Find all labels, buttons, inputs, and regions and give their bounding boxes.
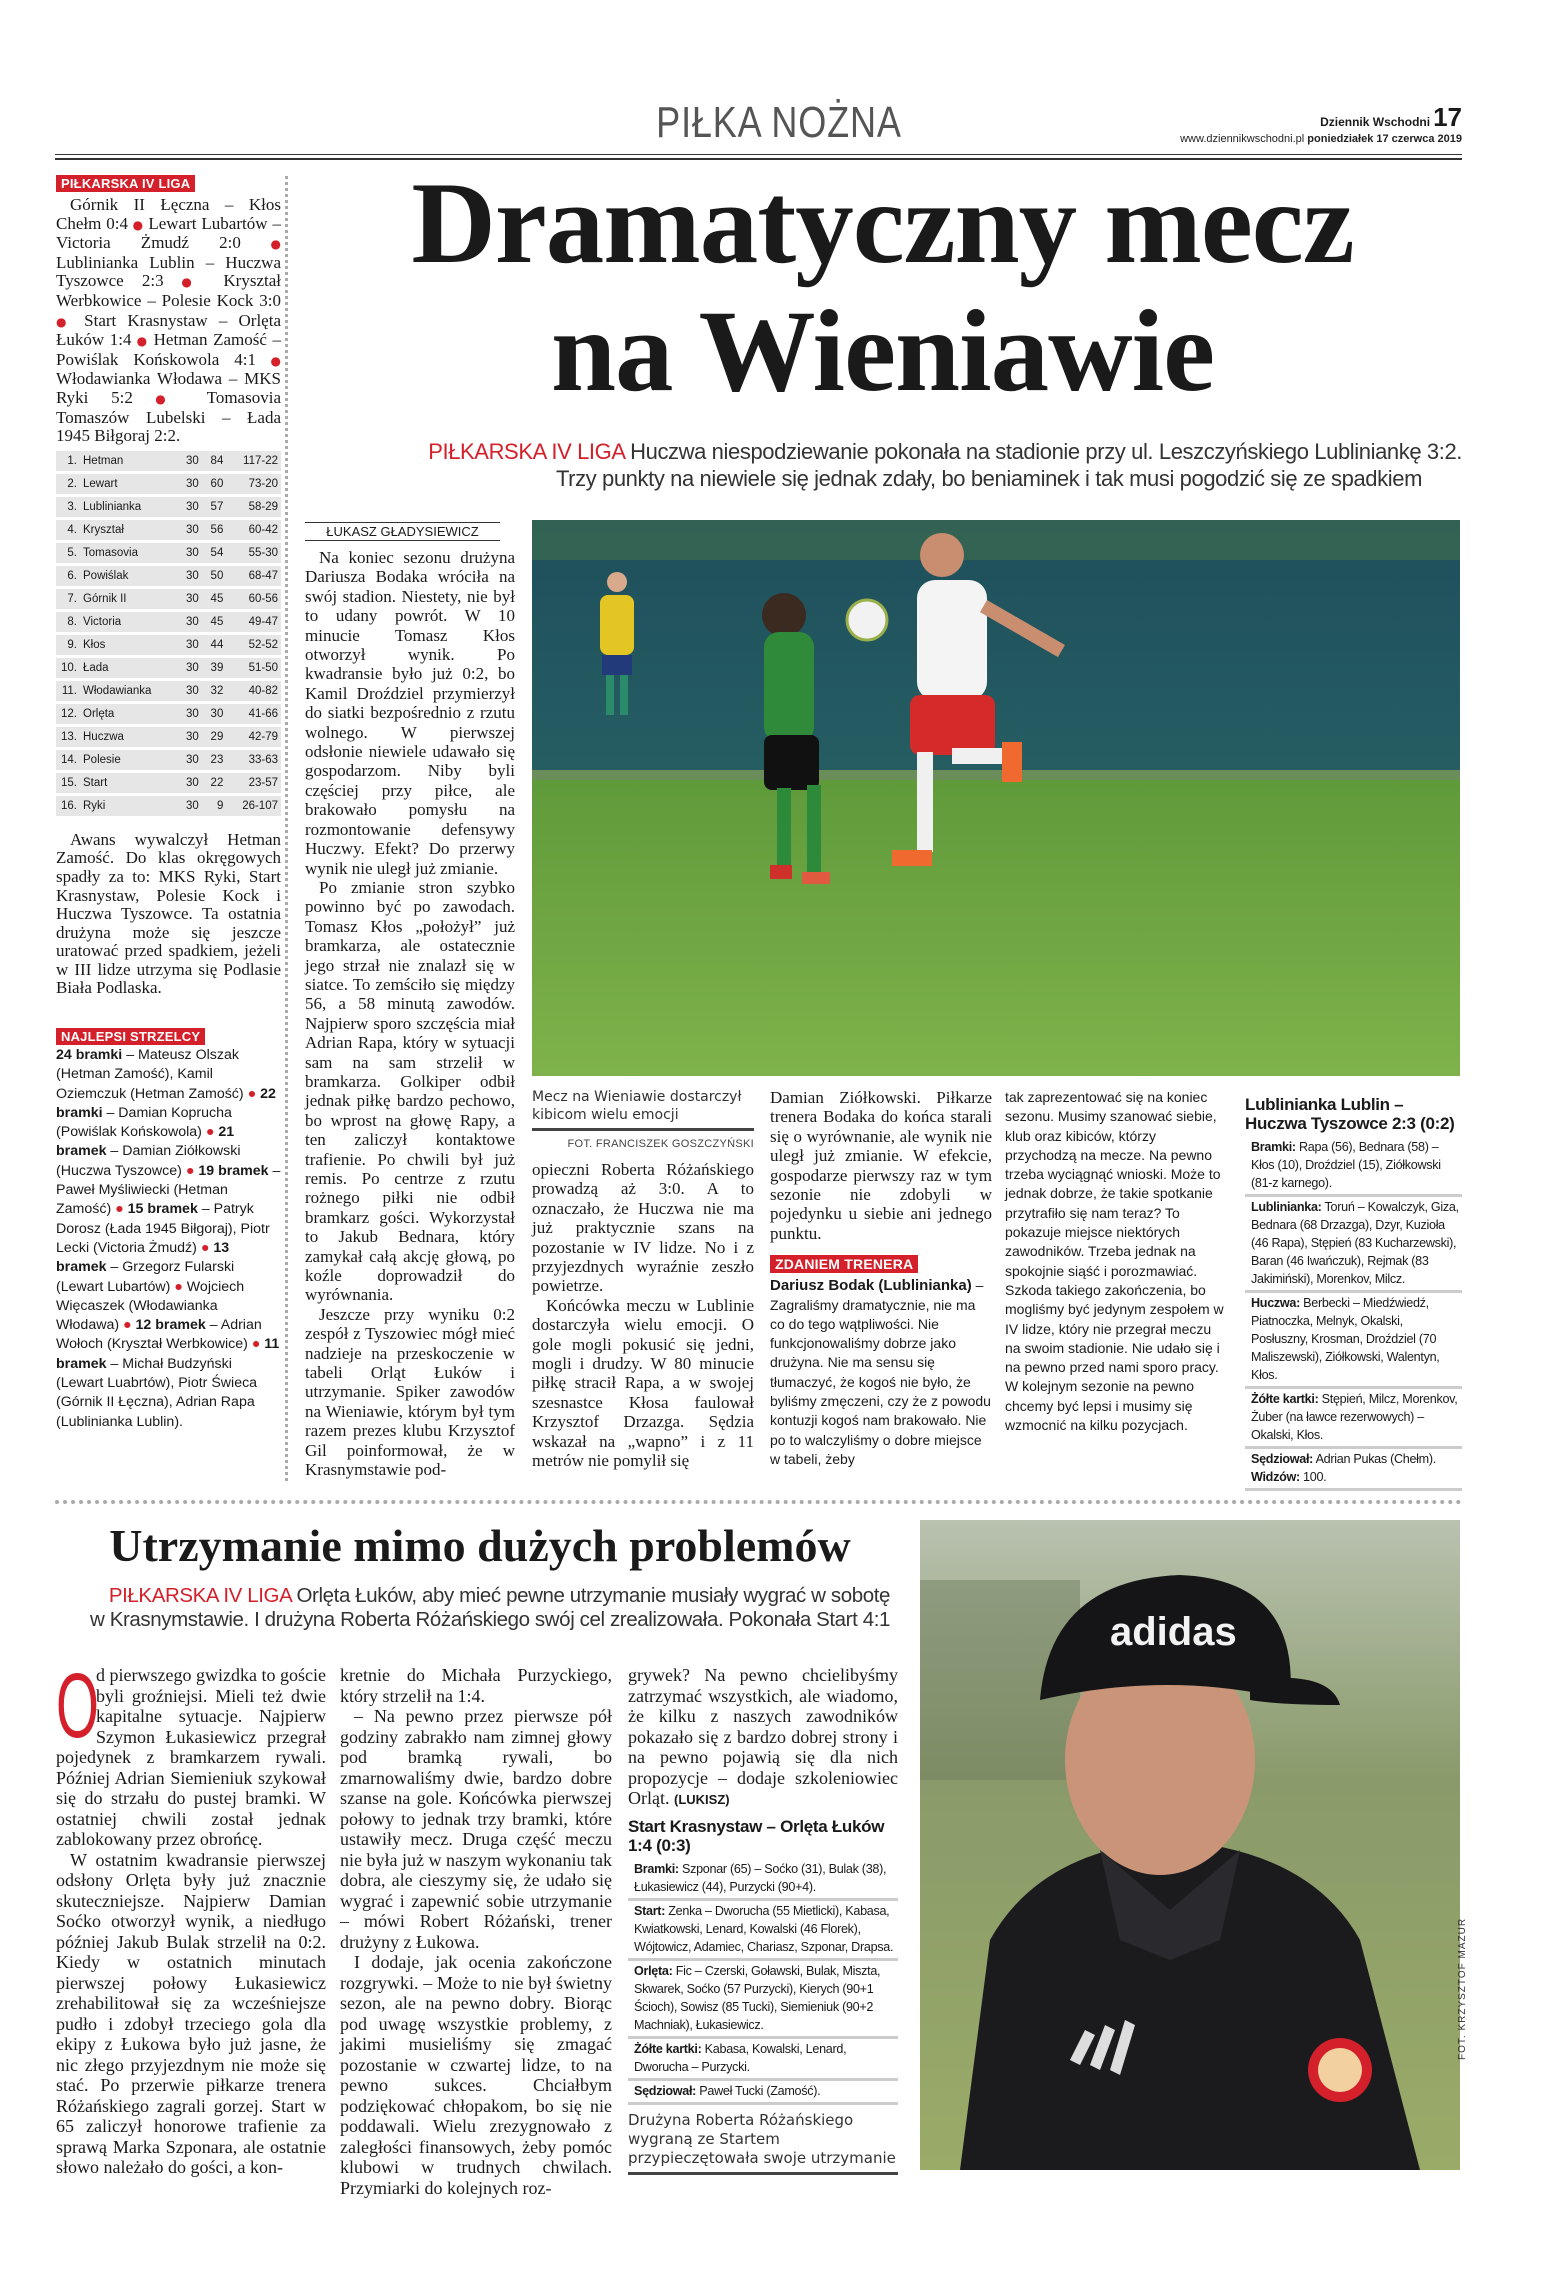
paper-name: Dziennik Wschodni <box>1320 115 1431 129</box>
cell-pos: 7. <box>56 589 80 609</box>
detail-text: Paweł Tucki (Zamość). <box>696 2083 821 2098</box>
table-row <box>56 681 281 701</box>
cell-points: 50 <box>202 566 227 586</box>
scorer-names: – Adrian Wołoch (Kryształ Werbkowice) <box>56 1317 262 1353</box>
table-row <box>56 635 281 655</box>
paragraph: Na koniec sezonu drużyna Dariusza Bodaka wróciła na swój stadion. Niestety, nie był to udany powrót. W 10 minucie Tomasz Kłos otworzył wynik. Po kwadransie było już 0:2, bo Kamil Droździel przymierzył do siatki bezpośrednio z rzutu wolnego. W pierwszej odsłonie niewiele udawało się gospodarzom. Niby byli częściej przy piłce, ale brakowało pomysłu na rozmontowanie defensywy Huczwy. Efekt? Do przerwy wynik nie uległ już zmianie. <box>305 548 515 878</box>
table-row <box>56 497 281 517</box>
coach-label: ZDANIEM TRENERA <box>770 1255 918 1273</box>
detail-text: Rapa (56), Bednara (58) – Kłos (10), Droździel (15), Ziółkowski (81-z karnego). <box>1251 1140 1441 1190</box>
cell-points: 44 <box>202 635 227 655</box>
lead-line-1: Orlęta Łuków, aby mieć pewne utrzymanie musiały wygrać w sobotę <box>296 1584 890 1607</box>
match-result: Górnik II Łęczna – Kłos Chełm 0:4 <box>56 195 281 233</box>
cell-pos: 16. <box>56 796 80 816</box>
ball <box>847 600 887 640</box>
cell-pos: 15. <box>56 773 80 793</box>
lead-kicker: PIŁKARSKA IV LIGA <box>108 1584 292 1607</box>
bullet-icon: ● <box>163 275 224 290</box>
cell-pos: 5. <box>56 543 80 563</box>
article-column-3 <box>770 1088 992 1478</box>
match-detail <box>1245 1293 1462 1389</box>
detail-label: Żółte kartki: <box>1251 1392 1319 1406</box>
cell-pos: 4. <box>56 520 80 540</box>
second-column-1 <box>56 1655 326 2177</box>
cell-pos: 13. <box>56 727 80 747</box>
cell-team: Kryształ <box>80 520 177 540</box>
cell-team: Łada <box>80 658 177 678</box>
bullet-icon: ● <box>247 1336 265 1353</box>
match-detail <box>628 1961 898 2039</box>
paragraph <box>628 1665 898 1811</box>
football-players-photo <box>532 520 1460 1076</box>
match-detail <box>1245 1137 1462 1197</box>
detail-text: 100. <box>1299 1470 1327 1484</box>
cell-team: Kłos <box>80 635 177 655</box>
column-divider <box>285 176 288 1481</box>
match-result: Lewart Lubartów – Victoria Żmudź 2:0 <box>56 213 281 253</box>
cell-points: 45 <box>202 589 227 609</box>
paragraph <box>56 1655 326 1850</box>
cell-games: 30 <box>177 658 202 678</box>
cell-team: Górnik II <box>80 589 177 609</box>
match-detail <box>628 1901 898 1961</box>
cell-games: 30 <box>177 543 202 563</box>
cell-pos: 10. <box>56 658 80 678</box>
detail-label: Widzów: <box>1251 1470 1300 1484</box>
cell-points: 22 <box>202 773 227 793</box>
page-number: 17 <box>1433 102 1462 132</box>
second-column-2 <box>340 1665 612 2198</box>
cell-goals: 117-22 <box>226 451 281 471</box>
cell-pos: 14. <box>56 750 80 770</box>
cell-goals: 58-29 <box>226 497 281 517</box>
cell-team: Włodawianka <box>80 681 177 701</box>
scorer-names: – Patryk Dorosz (Łada 1945 Biłgoraj), Piotr Lecki (Victoria Żmudź) <box>56 1201 270 1256</box>
coach-portrait <box>920 1520 1460 2170</box>
detail-text: Stępień, Milcz, Morenkov, Żuber (na ławce rezerwowych) – Okalski, Kłos. <box>1251 1392 1458 1442</box>
second-headline: Utrzymanie mimo dużych problemów <box>109 1520 851 1571</box>
cell-points: 29 <box>202 727 227 747</box>
cell-points: 56 <box>202 520 227 540</box>
cell-pos: 8. <box>56 612 80 632</box>
detail-label: Bramki: <box>634 1861 679 1876</box>
masthead <box>1180 102 1462 145</box>
cell-goals: 42-79 <box>226 727 281 747</box>
table-row <box>56 589 281 609</box>
coach-quote-continued: tak zaprezentować się na koniec sezonu. Musimy szanować siebie, klub oraz kibiców, którzy przychodzą na mecze. Na pewno trzeba wyciągnąć wnioski. Może to jednak dobrze, że takie spotkanie przytrafiło się nam teraz? To pokazuje miejsce niektórych zawodników. Trzeba jednak na spokojnie siąść i porozmawiać. Szkoda takiego zakończenia, bo mogliśmy być jedynym zespołem w IV lidze, który nie przegrał meczu na swoim stadionie. Nie udało się i na pewno przed nami sporo pracy. W kolejnym sezonie na pewno chcemy być lepsi i musimy się wzmocnić na kilku pozycjach. <box>1005 1089 1224 1434</box>
match-title: Start Krasnystaw – Orlęta Łuków 1:4 (0:3) <box>628 1816 885 1855</box>
match-detail <box>628 1859 898 1901</box>
league-label: PIŁKARSKA IV LIGA <box>56 175 195 192</box>
scorer-names: – Michał Budzyński (Lewart Luabrtów), Piotr Świeca (Górnik II Łęczna), Adrian Rapa (Lublinianka Lublin). <box>56 1355 258 1430</box>
match-detail <box>628 2039 898 2081</box>
detail-label: Bramki: <box>1251 1140 1296 1154</box>
scorer-names: – Mateusz Olszak (Hetman Zamość), Kamil Oziemczuk (Hetman Zamość) <box>56 1047 244 1102</box>
paragraph: – Na pewno przez pierwsze pół godziny zabrakło nam zimnej głowy pod bramką rywali, bo zmarnowaliśmy dwie, bardzo dobre szanse na gole. Końcówka pierwszej połowy to jednak trzy bramki, które ustawiły mecz. Druga część meczu nie była już w naszym wykonaniu tak dobra, ale cieszymy się, że udało się wygrać i zapewnić sobie utrzymanie – mówi Robert Różański, trener drużyny z Łukowa. <box>340 1706 612 1952</box>
cell-pos: 12. <box>56 704 80 724</box>
table-row <box>56 520 281 540</box>
cell-points: 84 <box>202 451 227 471</box>
cell-team: Ryki <box>80 796 177 816</box>
second-column-3 <box>628 1665 898 2175</box>
cell-games: 30 <box>177 635 202 655</box>
bullet-icon: ● <box>196 1239 214 1256</box>
goal-count: 11 bramek <box>56 1336 280 1372</box>
top-scorers <box>56 1028 281 1432</box>
scorer-names: – Paweł Myśliwiecki (Hetman Zamość) <box>56 1162 281 1218</box>
goal-count: 19 bramek <box>198 1162 269 1179</box>
paragraph: Po zmianie stron szybko powinno być po zawodach. Tomasz Kłos „położył” już bramkarza, ale ostatecznie jego strzał nie znalazł się w siatce. To zemściło się między 56, a 58 minutą zawodów. Najpierw sporo szczęścia miał Adrian Rapa, który w sytuacji sam na sam strzelił w bramkarza. Golkiper odbił jednak piłkę bardzo pechowo, bo wprost na głowę Rapy, a ten zaliczył kontaktowe trafienie. Po chwili był już remis. Po centrze z rzutu rożnego piłki nie odbił bramkarz gości. Wykorzystał to Jakub Bednara, który zamykał całą akcję głową, po koźle doprowadził do wyrównania. <box>305 877 515 1305</box>
scorer-names: Wojciech Więcaszek (Włodawianka Włodawa) <box>56 1278 245 1334</box>
cell-team: Lewart <box>80 474 177 494</box>
section-divider <box>55 1500 1462 1504</box>
photo-credit: FOT. FRANCISZEK GOSZCZYŃSKI <box>567 1138 754 1150</box>
cell-games: 30 <box>177 474 202 494</box>
cell-games: 30 <box>177 773 202 793</box>
lead-line-2: Trzy punkty na niewiele się jednak zdały, bo beniaminek i tak musi pogodzić się ze spadkiem <box>555 466 1422 491</box>
main-headline <box>300 160 1465 416</box>
bullet-icon: ● <box>128 217 149 232</box>
paragraph: Końcówka meczu w Lublinie dostarczyła wielu emocji. O gole mogli pokusić się jedni, mogli i drudzy. W 80 minucie piłkę stracił Rapa, a w swojej szesnastce Kłosa faulował Krzysztof Drzazga. Sędzia wskazał na „wapno” i z 11 metrów nie pomylił się <box>532 1295 754 1471</box>
cell-goals: 52-52 <box>226 635 281 655</box>
table-row <box>56 451 281 471</box>
table-row <box>56 773 281 793</box>
cap-logo: adidas <box>1110 1610 1237 1654</box>
cell-points: 57 <box>202 497 227 517</box>
cell-games: 30 <box>177 704 202 724</box>
cell-goals: 51-50 <box>226 658 281 678</box>
goal-count: 24 bramki <box>56 1047 123 1063</box>
bullet-icon: ● <box>111 1201 128 1218</box>
detail-text: Zenka – Dworucha (55 Mietlicki), Kabasa, Kwiatkowski, Lenard, Kowalski (46 Florek), Wójtowicz, Adamiec, Chariasz, Szponar, Drapsa. <box>634 1903 894 1954</box>
lead-line-1: Huczwa niespodziewanie pokonała na stadionie przy ul. Leszczyńskiego Lubliniankę 3:2. <box>630 439 1462 464</box>
goal-count: 12 bramek <box>135 1317 206 1334</box>
bullet-icon: ● <box>132 391 207 406</box>
match-report-box <box>1245 1095 1462 1491</box>
match-result: Start Krasnystaw – Orlęta Łuków 1:4 <box>56 310 281 350</box>
table-row <box>56 704 281 724</box>
detail-label: Sędziował: <box>634 2083 697 2098</box>
cell-goals: 23-57 <box>226 773 281 793</box>
goal-count: 21 bramek <box>56 1124 235 1160</box>
drop-cap: O <box>56 1655 99 1757</box>
website-link[interactable]: www.dziennikwschodni.pl <box>1180 133 1305 145</box>
cell-goals: 49-47 <box>226 612 281 632</box>
match-title: Lublinianka Lublin – Huczwa Tyszowce 2:3 (0:2) <box>1245 1095 1455 1133</box>
scorer-names: – Damian Koprucha (Powiślak Końskowola) <box>56 1104 232 1141</box>
detail-text: Adrian Pukas (Chełm). <box>1313 1452 1436 1466</box>
detail-label: Sędziował: <box>1251 1452 1314 1466</box>
cell-goals: 60-42 <box>226 520 281 540</box>
match-detail <box>1245 1389 1462 1449</box>
table-row <box>56 658 281 678</box>
cell-team: Hetman <box>80 451 177 471</box>
detail-text: Fic – Czerski, Goławski, Bulak, Miszta, Skwarek, Soćko (57 Purzycki), Kierych (90+1 Ścioch), Sowisz (85 Tucki), Siemieniuk (90+2 Machniak), Łukasiewicz. <box>634 1963 881 2032</box>
lead-line-2: w Krasnymstawie. I drużyna Roberta Różańskiego swój cel zrealizowała. Pokonała Start 4:1 <box>90 1608 890 1631</box>
paragraph: W ostatnim kwadransie pierwszej odsłony Orlęta były już znacznie skuteczniejsze. Najpierw Damian Soćko otworzył wynik, a niedługo później Jakub Bulak strzelił na 0:2. Kiedy w ostatnich minutach pierwszej połowy Łukasiewicz zrehabilitował się za wcześniejsze pudło i zdobył trzeciego gola dla ekipy z Łukowa było już jasne, że nic złego przyjezdnym nie może się stać. Po przerwie piłkarze trenera Różańskiego zagrali gorzej. Start w 65 zaliczył honorowe trafienie za sprawą Marka Szponara, ale ostatnie słowo należało do gości, a kon- <box>56 1849 326 2177</box>
bullet-icon: ● <box>255 353 281 368</box>
scorers-label: NAJLEPSI STRZELCY <box>56 1028 205 1045</box>
cell-goals: 73-20 <box>226 474 281 494</box>
cell-points: 45 <box>202 612 227 632</box>
cell-goals: 41-66 <box>226 704 281 724</box>
detail-text: Toruń – Kowalczyk, Giza, Bednara (68 Drzazga), Dzyr, Kuzioła (46 Rapa), Stępień (83 Kucharzewski), Baran (46 Iwańczuk), Rejmak (83 Jakimiński), Morenkov, Milcz. <box>1251 1200 1459 1286</box>
results-list <box>56 196 281 446</box>
bullet-icon: ● <box>170 1278 187 1295</box>
cell-goals: 55-30 <box>226 543 281 563</box>
cell-team: Tomasovia <box>80 543 177 563</box>
match-detail <box>628 2081 898 2105</box>
bullet-icon: ● <box>243 1085 261 1102</box>
coach-photo <box>920 1520 1460 2170</box>
coach-name: Dariusz Bodak (Lublinianka) <box>770 1277 972 1295</box>
section-title: PIŁKA NOŻNA <box>656 98 902 147</box>
detail-text: Berbecki – Miedźwiedź, Piatnoczka, Melnyk, Okalski, Posłuszny, Krosman, Droździel (70 Maliszewski), Ziółkowski, Walentyn, Kłos. <box>1251 1296 1440 1382</box>
match-result: Tomasovia Tomaszów Lubelski – Łada 1945 Biłgoraj 2:2. <box>56 387 281 446</box>
standings-table <box>56 448 281 819</box>
paragraph: Damian Ziółkowski. Piłkarze trenera Bodaka do końca starali się o wyrównanie, ale wynik nie uległ już zmianie. W efekcie, gospodarze pierwszy raz w tym sezonie nie zdobyli w pojedynku u siebie ani jednego punktu. <box>770 1088 992 1243</box>
sidebar <box>56 175 281 998</box>
cell-games: 30 <box>177 451 202 471</box>
cell-games: 30 <box>177 566 202 586</box>
paragraph: opieczni Roberta Różańskiego prowadzą aż 3:0. A to oznaczało, że Huczwa nie ma już praktycznie szans na pozostanie w IV lidze. No i z przyjezdnych wyraźnie zeszło powietrze. <box>532 1160 754 1296</box>
goal-count: 15 bramek <box>127 1201 198 1218</box>
cell-games: 30 <box>177 612 202 632</box>
cell-points: 54 <box>202 543 227 563</box>
main-lead <box>300 438 1462 492</box>
cell-points: 39 <box>202 658 227 678</box>
paragraph: kretnie do Michała Purzyckiego, który strzelił na 1:4. <box>340 1665 612 1706</box>
scorers-list <box>56 1046 281 1432</box>
photo-caption: Mecz na Wieniawie dostarczył kibicom wielu emocji <box>532 1088 754 1131</box>
cell-team: Victoria <box>80 612 177 632</box>
match-result: Hetman Zamość – Powiślak Końskowola 4:1 <box>56 330 281 369</box>
cell-team: Orlęta <box>80 704 177 724</box>
match-result: Włodawianka Włodawa – MKS Ryki 5:2 <box>56 369 281 407</box>
cell-games: 30 <box>177 750 202 770</box>
goal-count: 13 bramek <box>56 1239 230 1276</box>
cell-pos: 11. <box>56 681 80 701</box>
author-tag: (LUKISZ) <box>673 1792 730 1807</box>
second-lead <box>60 1584 890 1632</box>
match-detail <box>1245 1449 1462 1491</box>
scorer-names: – Grzegorz Fularski (Lewart Lubartów) <box>56 1259 235 1295</box>
issue-date: poniedziałek 17 czerwca 2019 <box>1307 133 1462 145</box>
match-result: Kryształ Werbkowice – Polesie Kock 3:0 <box>56 271 281 310</box>
byline: ŁUKASZ GŁADYSIEWICZ <box>305 522 500 541</box>
cell-points: 60 <box>202 474 227 494</box>
cell-goals: 60-56 <box>226 589 281 609</box>
cell-pos: 9. <box>56 635 80 655</box>
match-detail <box>1245 1197 1462 1293</box>
table-row <box>56 612 281 632</box>
bullet-icon: ● <box>240 237 281 252</box>
league-summary: Awans wywalczył Hetman Zamość. Do klas okręgowych spadły za to: MKS Ryki, Start Krasnystaw, Polesie Kock i Huczwa Tyszowce. Ta ostatnia drużyna może się jeszcze uratować przed spadkiem, jeżeli w III lidze utrzyma się Podlasie Biała Podlaska. <box>56 829 281 998</box>
match-photo <box>532 520 1460 1076</box>
article-column-1 <box>305 548 515 1478</box>
cell-team: Polesie <box>80 750 177 770</box>
scorer-names: – Damian Ziółkowski (Huczwa Tyszowce) <box>56 1143 241 1179</box>
detail-text: Szponar (65) – Soćko (31), Bulak (38), Łukasiewicz (44), Purzycki (90+4). <box>634 1861 887 1894</box>
cell-team: Powiślak <box>80 566 177 586</box>
headline-line-2: na Wieniawie <box>550 287 1215 416</box>
cell-goals: 33-63 <box>226 750 281 770</box>
match-report-box <box>628 1817 898 2105</box>
cell-pos: 2. <box>56 474 80 494</box>
photo-caption: Drużyna Roberta Różańskiego wygraną ze Startem przypieczętowała swoje utrzymanie <box>628 2111 898 2175</box>
bullet-icon: ● <box>131 334 154 349</box>
cell-games: 30 <box>177 681 202 701</box>
cell-pos: 1. <box>56 451 80 471</box>
detail-label: Żółte kartki: <box>634 2041 702 2056</box>
bullet-icon: ● <box>119 1317 136 1334</box>
detail-label: Start: <box>634 1903 666 1918</box>
cell-points: 9 <box>202 796 227 816</box>
article-column-2 <box>532 1160 754 1478</box>
table-row <box>56 750 281 770</box>
paragraph: I dodaje, jak ocenia zakończone rozgrywki. – Może to nie był świetny sezon, ale na pewno dobry. Biorąc pod uwagę wszystkie problemy, z jakimi musieliśmy się zmagać pozostanie w czwartej lidze, to na pewno sukces. Chciałbym podziękować chłopakom, bo się nie poddawali. Wielu zrezygnowało z zaległości finansowych, żeby pomóc klubowi w trudnych chwilach. Przymiarki do kolejnych roz- <box>340 1952 612 2198</box>
cell-games: 30 <box>177 520 202 540</box>
bullet-icon: ● <box>201 1124 219 1141</box>
detail-text: Kabasa, Kowalski, Lenard, Dworucha – Purzycki. <box>634 2041 847 2074</box>
match-result: Lublinianka Lublin – Huczwa Tyszowce 2:3 <box>56 252 281 291</box>
cell-goals: 68-47 <box>226 566 281 586</box>
table-row <box>56 474 281 494</box>
cell-points: 32 <box>202 681 227 701</box>
article-column-4 <box>1005 1088 1227 1478</box>
table-row <box>56 543 281 563</box>
bullet-icon: ● <box>181 1162 199 1179</box>
cell-points: 23 <box>202 750 227 770</box>
cell-team: Lublinianka <box>80 497 177 517</box>
cell-points: 30 <box>202 704 227 724</box>
bullet-icon: ● <box>56 314 85 329</box>
cell-pos: 6. <box>56 566 80 586</box>
cell-pos: 3. <box>56 497 80 517</box>
cell-goals: 40-82 <box>226 681 281 701</box>
cell-games: 30 <box>177 497 202 517</box>
detail-label: Huczwa: <box>1251 1296 1300 1310</box>
cell-team: Huczwa <box>80 727 177 747</box>
cell-games: 30 <box>177 589 202 609</box>
goal-count: 22 bramki <box>56 1085 276 1121</box>
detail-label: Lublinianka: <box>1251 1200 1322 1214</box>
detail-label: Orlęta: <box>634 1963 673 1978</box>
cell-games: 30 <box>177 727 202 747</box>
paragraph-text: grywek? Na pewno chcielibyśmy zatrzymać wszystkich, ale wiadomo, że kilku z naszych zawodników pokazało się z bardzo dobrej strony i na pewno pojawią się dla nich propozycje – dodaje szkoleniowiec Orląt. <box>628 1665 898 1808</box>
lead-kicker: PIŁKARSKA IV LIGA <box>428 439 625 464</box>
headline-line-1: Dramatyczny mecz <box>411 159 1354 288</box>
coach-quote <box>770 1276 992 1469</box>
paragraph-text: d pierwszego gwizdka to goście byli groźniejsi. Mieli też dwie kapitalne sytuacje. Najpierw Szymon Łukasiewicz przegrał pojedynek z bramkarzem rywali. Później Adrian Siemieniuk szykował się do strzału do pustej bramki. W ostatniej chwili został jednak zablokowany przez obrońcę. <box>56 1665 326 1849</box>
cell-goals: 26-107 <box>226 796 281 816</box>
table-row <box>56 727 281 747</box>
cell-team: Start <box>80 773 177 793</box>
coach-quote-text: – Zagraliśmy dramatycznie, nie ma co do tego wątpliwości. Nie funkcjonowaliśmy dobrze jako drużyna. Nie ma sensu się tłumaczyć, że kogoś nie było, że byliśmy zmęczeni, czy że z powodu kontuzji kogoś nam brakowało. Nie po to walczyliśmy o dobre miejsce w tabeli, żeby <box>770 1277 991 1467</box>
photo-credit: FOT. KRZYSZTOF MAZUR <box>1457 1917 1468 2060</box>
table-row <box>56 566 281 586</box>
cell-games: 30 <box>177 796 202 816</box>
table-row <box>56 796 281 816</box>
paragraph: Jeszcze przy wyniku 0:2 zespół z Tyszowiec mógł mieć nadzieje na przeskoczenie w tabeli Orląt Łuków i utrzymanie. Spiker zawodów na Wieniawie, którym był tym razem prezes klubu Krzysztof Gil poinformował, że w Krasnymstawie pod- <box>305 1304 515 1480</box>
